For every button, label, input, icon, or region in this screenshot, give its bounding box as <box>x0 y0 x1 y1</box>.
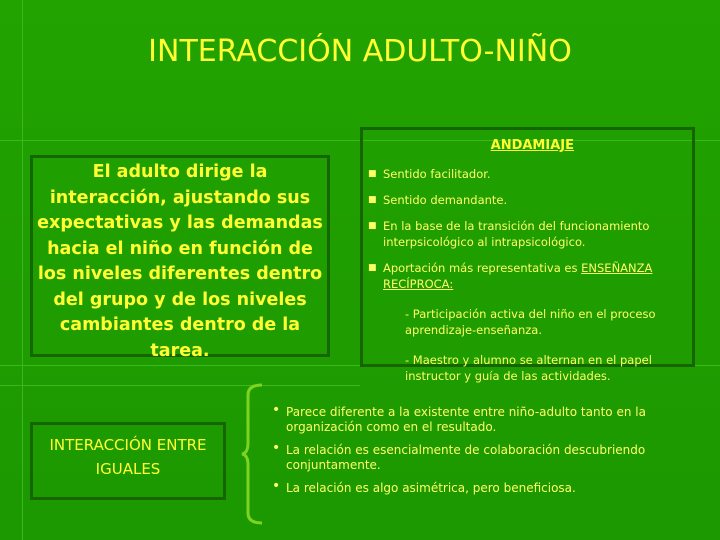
list-item: ■ En la base de la transición del funcionamiento interpsicológico al intrapsicológico. <box>368 219 650 249</box>
adulto-box <box>30 155 330 361</box>
square-bullet-icon: ■ <box>368 169 377 179</box>
iguales-text: INTERACCIÓN ENTRE IGUALES <box>49 436 207 478</box>
list-item: ■ Aportación más representativa es ENSEÑANZA RECÍPROCA: - Participación activa del niño en el proceso aprendizaje-enseñanza. - Maestro y alumno se alternan en el papel instructor y guía de las actividades. <box>368 260 688 384</box>
andamiaje-list <box>368 166 688 398</box>
square-bullet-icon: ■ <box>368 263 377 273</box>
andamiaje-sublist <box>383 306 688 384</box>
square-bullet-icon: ■ <box>368 221 377 231</box>
list-item: ■ Sentido demandante. <box>368 193 508 207</box>
slide-title: INTERACCIÓN ADULTO-NIÑO <box>148 34 572 69</box>
decorative-line <box>22 0 23 540</box>
sublist-item: - Participación activa del niño en el proceso aprendizaje-enseñanza. <box>405 307 656 337</box>
andamiaje-box <box>360 127 695 383</box>
decorative-line <box>0 385 360 386</box>
round-bullet-icon: • <box>272 402 281 418</box>
round-bullet-icon: • <box>272 440 281 456</box>
ensenanza-reciproca-text: ENSEÑANZA RECÍPROCA: <box>383 261 653 291</box>
square-bullet-icon: ■ <box>368 195 377 205</box>
iguales-box <box>30 422 226 500</box>
list-item: • La relación es esencialmente de colaboración descubriendo conjuntamente. <box>272 440 646 472</box>
adulto-text: El adulto dirige la interacción, ajustando sus expectativas y las demandas hacia el niño en función de los niveles diferentes dentro del grupo y de los niveles cambiantes dentro de la tarea. <box>37 162 323 361</box>
sublist-item: - Maestro y alumno se alternan en el papel instructor y guía de las actividades. <box>405 353 652 383</box>
list-item: ■ Sentido facilitador. <box>368 167 491 181</box>
andamiaje-title: ANDAMIAJE <box>490 138 574 153</box>
list-item: • Parece diferente a la existente entre niño-adulto tanto en la organización como en el resultado. <box>272 402 646 434</box>
left-brace-icon <box>240 383 264 525</box>
iguales-list <box>272 402 692 504</box>
list-item: • La relación es algo asimétrica, pero beneficiosa. <box>272 478 576 495</box>
round-bullet-icon: • <box>272 478 281 494</box>
